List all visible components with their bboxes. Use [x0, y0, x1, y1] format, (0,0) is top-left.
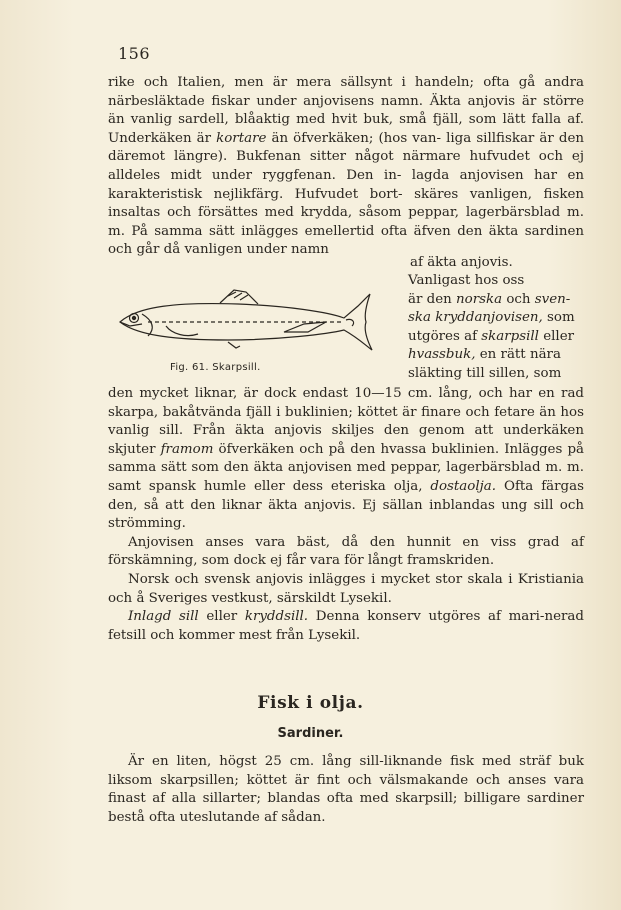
text-line: lagda anjovisen har en karakteristisk nejlikfärg. Hufvudet bort- — [108, 167, 585, 202]
paragraph — [108, 608, 584, 645]
emphasis-text: dostaolja. — [430, 478, 497, 494]
text-line: eller — [538, 328, 575, 344]
text-line: än öfverkäken; (hos van- — [266, 130, 442, 146]
text-run: den mycket liknar, är dock endast 10—15 cm. lång, och har en rad skarpa, bakåtvända fjäll i buklinien; köttet är finare och fetare än hos vanlig sill. Från äkta anjovis skiljes den genom att underkäken skjuter — [108, 386, 584, 457]
emphasis-text: framom — [160, 441, 214, 457]
text-line: och — [502, 291, 535, 307]
text-line: släkting till sillen, som — [408, 365, 562, 381]
emphasis-text: hvassbuk, — [408, 347, 476, 363]
page-number: 156 — [118, 44, 151, 63]
figure-skarpsill — [108, 276, 380, 368]
section-subtitle: Sardiner. — [277, 726, 344, 741]
paragraph-anjovis-end: af äkta anjovis. — [410, 255, 513, 270]
text-line: Vanligast hos oss — [408, 273, 525, 288]
text-run: öfverkäken och på den hvassa buklinien. Inlägges på samma sätt som den äkta anjovisen med peppar, lagerbärsblad m. m. samt spansk humle eller dess eteriska olja, — [108, 441, 584, 494]
emphasis-text: Inlagd sill — [128, 609, 199, 625]
text-line: lätt falla af. Underkäken är — [108, 112, 584, 146]
section-title: Fisk i olja. — [257, 693, 364, 713]
emphasis-text: sven- — [534, 291, 571, 307]
paragraph-anjovis-intro — [108, 74, 584, 260]
figure-caption: Fig. 61. Skarpsill. — [170, 362, 261, 373]
paragraph — [108, 385, 584, 534]
text-line: ofta äfven den äkta sardinen och går då vanligen under namn — [108, 223, 585, 258]
emphasis-text: ska kryddanjovisen, — [408, 310, 543, 326]
text-line: större än vanlig sardell, blåaktig med hvit buk, små fjäll, som — [108, 93, 584, 128]
text-run: eller — [198, 609, 245, 625]
text-run: Denna konserv utgöres af mari-nerad fetsill och kommer mest från Lysekil. — [108, 609, 584, 643]
text-line: närbesläktade fiskar under anjovisens namn. Äkta anjovis är — [108, 93, 537, 109]
text-line: som — [542, 310, 575, 326]
paragraph-skarpsill — [108, 385, 584, 645]
text-line: skäres vanligen, fisken insaltas och försättes med krydda, såsom — [108, 186, 584, 221]
text-line: rike och Italien, men är mera sällsynt i handeln; ofta gå andra — [108, 75, 584, 90]
text-line: utgöres af — [408, 328, 482, 344]
paragraph: Norsk och svensk anjovis inlägges i mycket stor skala i Kristiania och å Sveriges vestkust, särskildt Lysekil. — [108, 571, 584, 606]
emphasis-text: kortare — [216, 130, 267, 146]
emphasis-text: kryddsill. — [244, 609, 309, 625]
emphasis-text: skarpsill — [481, 328, 539, 344]
paragraph: Anjovisen anses vara bäst, då den hunnit en viss grad af förskämning, som dock ej får vara för långt framskriden. — [108, 534, 584, 569]
text-line: närmare hufvudet och ej alldeles midt under ryggfenan. Den in- — [108, 149, 584, 183]
side-paragraph — [408, 272, 584, 384]
emphasis-text: norska — [456, 291, 503, 307]
text-line: är den — [408, 291, 457, 307]
text-line: en rätt nära — [475, 347, 561, 363]
text-line: peppar, lagerbärsblad m. m. På samma sätt inlägges emellertid — [108, 205, 584, 239]
paragraph-sardiner: Är en liten, högst 25 cm. lång sill-liknande fisk med sträf buk liksom skarpsillen; köttet är fint och välsmakande och anses vara finast af alla sillarter; blandas ofta med skarpsill; billigare sardiner bestå ofta uteslutande af sådan. — [108, 754, 584, 825]
fish-illustration — [108, 276, 380, 368]
text-line: liga sillfiskar är den däremot längre). Bukfenan sitter något — [108, 130, 585, 165]
text-run: Ofta färgas den, så att den liknar äkta anjovis. Ej sällan inblandas ung sill och strömming. — [108, 478, 584, 532]
